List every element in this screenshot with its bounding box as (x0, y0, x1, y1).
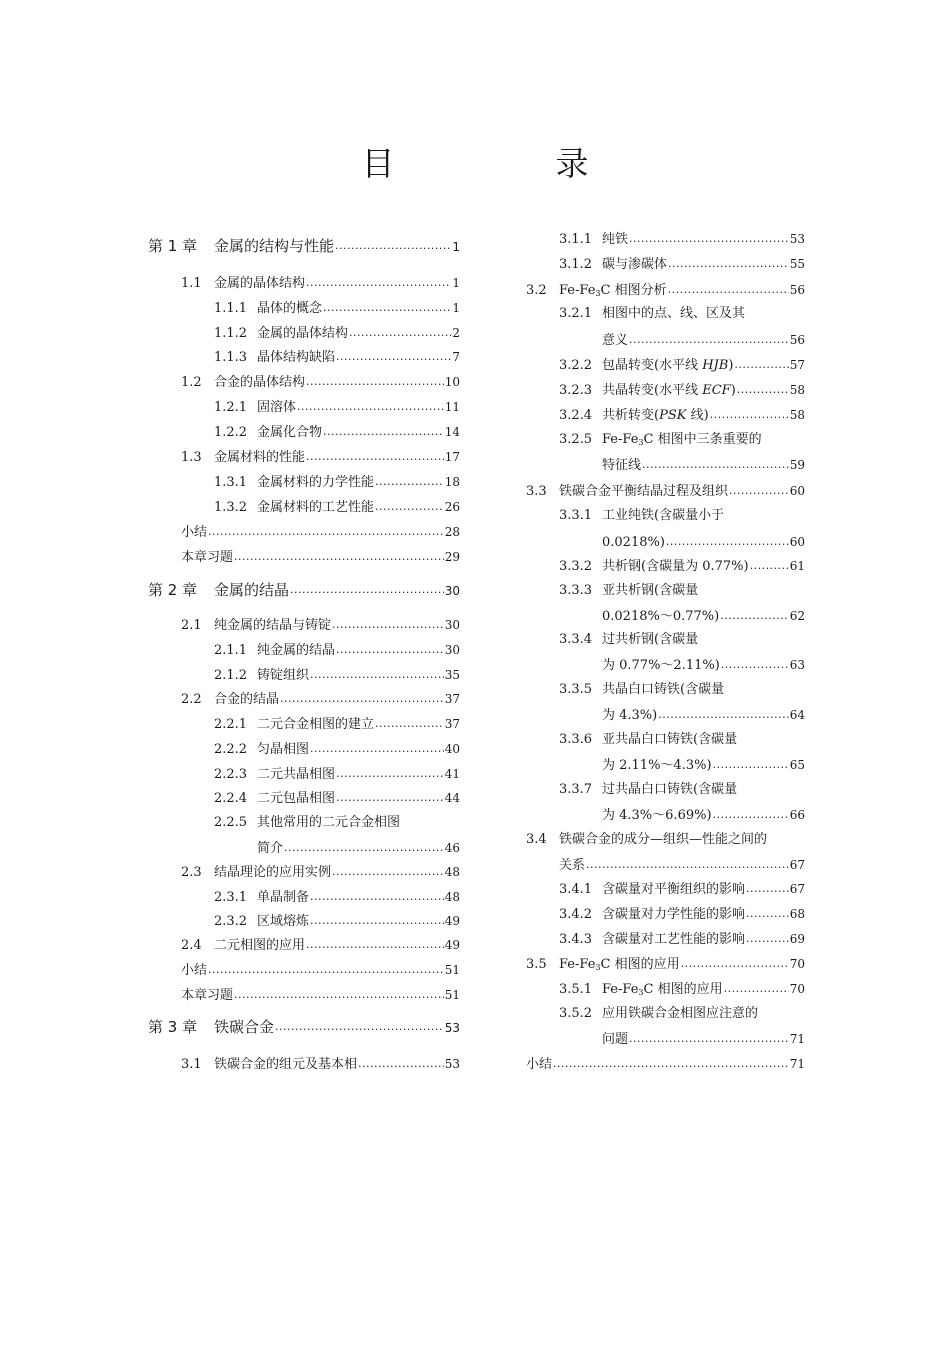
toc-number: 3.2.3 (559, 383, 593, 398)
toc-label: 本章习题 (181, 550, 234, 565)
toc-entry-3-2[interactable] (526, 282, 805, 298)
toc-page: 30 (444, 643, 460, 657)
toc-label: 纯金属的结晶 (257, 643, 336, 658)
toc-number: 1.2 (181, 375, 202, 390)
toc-label: 关系 (559, 858, 586, 873)
toc-entry-3-3-3[interactable] (526, 583, 805, 599)
toc-label: 金属的晶体结构 (214, 276, 306, 291)
toc-entry-chapter-2[interactable] (148, 582, 460, 598)
toc-page: 59 (789, 458, 805, 472)
toc-page: 60 (789, 535, 805, 549)
toc-entry-3-4-1[interactable] (526, 881, 805, 897)
toc-entry-3-5-2-cont[interactable] (526, 1031, 805, 1047)
toc-number: 1.1.3 (214, 350, 248, 365)
toc-number: 3.3.1 (559, 508, 593, 523)
toc-number: 3.3.6 (559, 732, 593, 747)
toc-page: 46 (444, 841, 460, 855)
toc-page: 30 (444, 618, 460, 632)
toc-label: 为 2.11%～4.3%) (602, 758, 712, 773)
toc-entry-3-1[interactable] (148, 1056, 460, 1072)
toc-number: 3.2.1 (559, 306, 593, 321)
toc-page: 65 (789, 758, 805, 772)
toc-leader (290, 583, 444, 595)
toc-leader (336, 643, 444, 655)
toc-label: 为 0.77%～2.11%) (602, 658, 720, 673)
toc-label: 特征线 (602, 458, 642, 473)
toc-entry-2-2-4[interactable] (148, 790, 460, 806)
toc-label: 铸锭组织 (257, 668, 310, 683)
toc-leader (234, 550, 444, 562)
toc-number: 2.2.3 (214, 767, 248, 782)
toc-entry-3-3-7-cont[interactable] (526, 807, 805, 823)
toc-label: 共析钢(含碳量为 0.77%) (602, 559, 749, 574)
toc-page: 1 (452, 240, 460, 254)
toc-leader (275, 1020, 444, 1032)
toc-page: 51 (444, 963, 460, 977)
toc-page: 37 (444, 717, 460, 731)
toc-leader (668, 283, 789, 295)
toc-label: 二元合金相图的建立 (257, 717, 375, 732)
toc-number: 3.5 (526, 957, 547, 972)
toc-leader (306, 450, 444, 462)
toc-leader (280, 692, 444, 704)
toc-number: 3.3.2 (559, 559, 593, 574)
toc-entry-1-2-2[interactable] (148, 424, 460, 440)
toc-entry-3-2-5[interactable] (526, 432, 805, 448)
toc-leader (586, 858, 789, 870)
toc-label: 合金的结晶 (214, 692, 280, 707)
toc-page: 63 (789, 658, 805, 672)
toc-number: 2.2 (181, 692, 202, 707)
toc-label: 二元共晶相图 (257, 767, 336, 782)
toc-page: 62 (789, 609, 805, 623)
toc-leader (734, 358, 788, 370)
toc-page: 67 (789, 858, 805, 872)
toc-leader (332, 865, 444, 877)
toc-page: 18 (444, 475, 460, 489)
toc-number: 3.2.2 (559, 358, 593, 373)
toc-leader (336, 767, 444, 779)
toc-page: 48 (444, 890, 460, 904)
toc-label: 应用铁碳合金相图应注意的 (602, 1006, 759, 1021)
toc-label: 金属的结构与性能 (214, 237, 335, 255)
toc-leader (375, 717, 444, 729)
toc-leader (681, 957, 789, 969)
toc-leader (746, 932, 789, 944)
toc-entry-2-3-1[interactable] (148, 889, 460, 905)
toc-number: 第 1 章 (148, 237, 198, 255)
toc-number: 1.1.2 (214, 326, 248, 341)
toc-entry-3-4-3[interactable] (526, 931, 805, 947)
toc-page: 30 (444, 584, 460, 598)
toc-entry-3-3-6[interactable] (526, 732, 805, 748)
toc-number: 3.2 (526, 283, 547, 298)
toc-number: 2.2.2 (214, 742, 248, 757)
toc-leader (713, 808, 789, 820)
toc-label: 包晶转变(水平线 HJB) (602, 358, 734, 373)
toc-number: 2.2.5 (214, 815, 248, 830)
toc-entry-3-2-3[interactable] (526, 382, 805, 398)
toc-page: 70 (789, 982, 805, 996)
toc-label: 含碳量对力学性能的影响 (602, 907, 746, 922)
toc-number: 第 2 章 (148, 581, 198, 599)
toc-label: 其他常用的二元合金相图 (257, 815, 401, 830)
toc-entry-2-1[interactable] (148, 617, 460, 633)
toc-number: 2.1 (181, 618, 202, 633)
toc-entry-2-2-2[interactable] (148, 741, 460, 757)
toc-number: 2.4 (181, 938, 202, 953)
toc-page: 26 (444, 500, 460, 514)
toc-page: 17 (444, 450, 460, 464)
toc-label: 0.0218%) (602, 535, 665, 550)
toc-leader (323, 425, 444, 437)
toc-number: 2.1.2 (214, 668, 248, 683)
toc-leader (713, 758, 789, 770)
toc-label: 小结 (526, 1057, 553, 1072)
toc-leader (306, 375, 444, 387)
toc-number: 3.3.5 (559, 682, 593, 697)
toc-entry-2-2[interactable] (148, 691, 460, 707)
toc-leader (642, 458, 789, 470)
toc-number: 3.3.4 (559, 632, 593, 647)
toc-page: 28 (444, 525, 460, 539)
toc-label: 为 4.3%～6.69%) (602, 808, 712, 823)
toc-entry-exercises-1[interactable] (148, 549, 460, 565)
toc-entry-1-3[interactable] (148, 449, 460, 465)
toc-entry-exercises-2[interactable] (148, 987, 460, 1003)
toc-entry-1-1[interactable] (148, 275, 460, 291)
toc-entry-3-2-1-cont[interactable] (526, 332, 805, 348)
toc-label: 简介 (257, 841, 284, 856)
toc-page: 61 (789, 559, 805, 573)
toc-entry-2-4[interactable] (148, 937, 460, 953)
toc-page: 29 (444, 550, 460, 564)
toc-entry-2-2-5-cont[interactable] (148, 840, 460, 856)
toc-label: 晶体结构缺陷 (257, 350, 336, 365)
toc-page: 58 (789, 383, 805, 397)
toc-entry-2-2-1[interactable] (148, 716, 460, 732)
toc-number: 1.2.1 (214, 400, 248, 415)
toc-leader (375, 500, 444, 512)
toc-entry-2-3-2[interactable] (148, 913, 460, 929)
toc-label: 小结 (181, 963, 208, 978)
toc-leader (323, 301, 451, 313)
toc-page: 67 (789, 882, 805, 896)
toc-label: $Fe-Fe_3C$ 相图分析 (559, 283, 667, 298)
toc-leader (375, 475, 444, 487)
toc-entry-3-3-5[interactable] (526, 682, 805, 698)
toc-leader (306, 938, 444, 950)
toc-leader (737, 383, 789, 395)
toc-entry-3-3-6-cont[interactable] (526, 757, 805, 773)
toc-entry-3-2-2[interactable] (526, 357, 805, 373)
toc-label: 匀晶相图 (257, 742, 310, 757)
toc-page: 68 (789, 907, 805, 921)
toc-label: 纯铁 (602, 232, 629, 247)
toc-leader (668, 257, 789, 269)
toc-leader (336, 791, 444, 803)
toc-number: 3.2.5 (559, 432, 593, 447)
toc-label: 碳与渗碳体 (602, 257, 668, 272)
toc-number: 1.1 (181, 276, 202, 291)
toc-number: 2.2.4 (214, 791, 248, 806)
toc-leader (310, 890, 444, 902)
toc-leader (750, 559, 789, 571)
toc-label: $Fe-Fe_3C$ 相图中三条重要的 (602, 432, 762, 447)
toc-number: 3.4.3 (559, 932, 593, 947)
toc-number: 3.1.1 (559, 232, 593, 247)
toc-page: 56 (789, 333, 805, 347)
toc-leader (629, 333, 789, 345)
toc-label: 合金的晶体结构 (214, 375, 306, 390)
toc-leader (336, 350, 451, 362)
toc-page: 2 (452, 326, 460, 340)
toc-leader (553, 1057, 789, 1069)
toc-entry-3-3-1[interactable] (526, 508, 805, 524)
toc-label: 过共晶白口铸铁(含碳量 (602, 782, 738, 797)
toc-page: 71 (789, 1057, 805, 1071)
toc-label: 含碳量对工艺性能的影响 (602, 932, 746, 947)
toc-number: 3.4 (526, 832, 547, 847)
toc-label: 共晶白口铸铁(含碳量 (602, 682, 725, 697)
toc-entry-3-2-4[interactable] (526, 407, 805, 423)
toc-entry-1-2[interactable] (148, 374, 460, 390)
toc-entry-2-1-1[interactable] (148, 642, 460, 658)
toc-leader (658, 708, 788, 720)
toc-number: 1.2.2 (214, 425, 248, 440)
toc-page: 57 (789, 358, 805, 372)
page-title: 目 录 (361, 144, 653, 183)
toc-entry-3-4[interactable] (526, 832, 805, 848)
toc-page: 1 (452, 276, 460, 290)
toc-number: 2.3.1 (214, 890, 248, 905)
toc-page: 44 (444, 791, 460, 805)
toc-label: 金属化合物 (257, 425, 323, 440)
toc-label: 铁碳合金平衡结晶过程及组织 (559, 484, 729, 499)
toc-leader (297, 400, 444, 412)
toc-page: 7 (452, 350, 460, 364)
toc-leader (234, 988, 444, 1000)
toc-number: 3.5.2 (559, 1006, 593, 1021)
toc-number: 1.1.1 (214, 301, 248, 316)
toc-entry-2-2-5[interactable] (148, 815, 460, 831)
toc-entry-1-2-1[interactable] (148, 399, 460, 415)
toc-page: 37 (444, 692, 460, 706)
toc-page: 64 (789, 708, 805, 722)
toc-label: 意义 (602, 333, 629, 348)
toc-label: 晶体的概念 (257, 301, 323, 316)
toc-label: 区域熔炼 (257, 914, 310, 929)
toc-page: 66 (789, 808, 805, 822)
toc-label: 工业纯铁(含碳量小于 (602, 508, 725, 523)
toc-page: 49 (444, 938, 460, 952)
toc-label: 0.0218%～0.77%) (602, 609, 720, 624)
toc-label: 金属材料的工艺性能 (257, 500, 375, 515)
toc-entry-3-1-1[interactable] (526, 231, 805, 247)
toc-page: 53 (789, 232, 805, 246)
toc-label: 单晶制备 (257, 890, 310, 905)
toc-entry-3-3[interactable] (526, 483, 805, 499)
toc-entry-summary-2[interactable] (148, 962, 460, 978)
toc-page: 53 (444, 1021, 460, 1035)
toc-leader (349, 326, 451, 338)
toc-number: 2.2.1 (214, 717, 248, 732)
toc-label: 共析转变(PSK 线) (602, 408, 709, 423)
toc-label: 亚共晶白口铸铁(含碳量 (602, 732, 738, 747)
toc-leader (710, 408, 789, 420)
toc-label: 金属的晶体结构 (257, 326, 349, 341)
toc-label: 金属材料的力学性能 (257, 475, 375, 490)
toc-number: 3.4.1 (559, 882, 593, 897)
toc-number: 3.1 (181, 1057, 202, 1072)
toc-page: 41 (444, 767, 460, 781)
toc-page: 48 (444, 865, 460, 879)
toc-entry-3-5-2[interactable] (526, 1006, 805, 1022)
toc-label: $Fe-Fe_3C$ 相图的应用 (602, 982, 723, 997)
toc-page: 55 (789, 257, 805, 271)
toc-label: 小结 (181, 525, 208, 540)
toc-entry-3-2-5-cont[interactable] (526, 457, 805, 473)
toc-entry-3-3-7[interactable] (526, 782, 805, 798)
toc-leader (332, 618, 444, 630)
toc-number: 3.4.2 (559, 907, 593, 922)
toc-number: 3.3 (526, 484, 547, 499)
toc-entry-1-3-2[interactable] (148, 499, 460, 515)
toc-page: 69 (789, 932, 805, 946)
toc-entry-3-5[interactable] (526, 956, 805, 972)
toc-label: 结晶理论的应用实例 (214, 865, 332, 880)
toc-page: 60 (789, 484, 805, 498)
toc-label: 相图中的点、线、区及其 (602, 306, 746, 321)
toc-page: 58 (789, 408, 805, 422)
toc-entry-summary-3[interactable] (526, 1056, 805, 1072)
toc-entry-chapter-3[interactable] (148, 1019, 460, 1035)
toc-number: 2.1.1 (214, 643, 248, 658)
toc-leader (746, 882, 789, 894)
toc-leader (310, 914, 444, 926)
toc-entry-1-1-1[interactable] (148, 300, 460, 316)
toc-entry-1-3-1[interactable] (148, 474, 460, 490)
toc-label: 为 4.3%) (602, 708, 658, 723)
toc-label: 固溶体 (257, 400, 297, 415)
toc-entry-summary-1[interactable] (148, 524, 460, 540)
toc-entry-3-3-1-cont[interactable] (526, 534, 805, 550)
toc-page: 14 (444, 425, 460, 439)
toc-leader (666, 535, 789, 547)
toc-label: 铁碳合金的组元及基本相 (214, 1057, 358, 1072)
toc-entry-3-4-cont[interactable] (526, 857, 805, 873)
toc-entry-3-4-2[interactable] (526, 906, 805, 922)
toc-number: 第 3 章 (148, 1018, 198, 1036)
toc-label: 本章习题 (181, 988, 234, 1003)
toc-entry-3-3-4[interactable] (526, 632, 805, 648)
toc-page: 53 (444, 1057, 460, 1071)
toc-number: 3.1.2 (559, 257, 593, 272)
toc-leader (208, 525, 444, 537)
toc-number: 1.3 (181, 450, 202, 465)
toc-page: 71 (789, 1032, 805, 1046)
toc-entry-3-3-2[interactable] (526, 558, 805, 574)
toc-number: 2.3.2 (214, 914, 248, 929)
toc-leader (724, 982, 789, 994)
toc-entry-3-5-1[interactable] (526, 981, 805, 997)
toc-label: 金属材料的性能 (214, 450, 306, 465)
toc-entry-chapter-1[interactable] (148, 238, 460, 254)
toc-leader (208, 963, 444, 975)
toc-number: 3.5.1 (559, 982, 593, 997)
toc-page: 10 (444, 375, 460, 389)
toc-label: 二元相图的应用 (214, 938, 306, 953)
toc-label: $Fe-Fe_3C$ 相图的应用 (559, 957, 680, 972)
toc-entry-1-1-3[interactable] (148, 349, 460, 365)
toc-leader (629, 1032, 789, 1044)
toc-leader (358, 1057, 444, 1069)
toc-label: 含碳量对平衡组织的影响 (602, 882, 746, 897)
toc-leader (284, 841, 444, 853)
toc-label: 问题 (602, 1032, 629, 1047)
toc-page: 11 (444, 400, 460, 414)
toc-page: 51 (444, 988, 460, 1002)
toc-leader (310, 742, 444, 754)
toc-entry-3-2-1[interactable] (526, 306, 805, 322)
toc-page: 70 (789, 957, 805, 971)
toc-label: 二元包晶相图 (257, 791, 336, 806)
toc-page: 40 (444, 742, 460, 756)
toc-leader (335, 239, 451, 251)
toc-leader (720, 609, 789, 621)
toc-number: 1.3.1 (214, 475, 248, 490)
toc-leader (721, 658, 789, 670)
toc-number: 2.3 (181, 865, 202, 880)
toc-leader (310, 668, 444, 680)
toc-leader (306, 276, 451, 288)
toc-page: 35 (444, 668, 460, 682)
toc-number: 3.3.3 (559, 583, 593, 598)
toc-page: 49 (444, 914, 460, 928)
toc-label: 铁碳合金 (214, 1018, 275, 1036)
toc-number: 1.3.2 (214, 500, 248, 515)
toc-entry-3-3-5-cont[interactable] (526, 707, 805, 723)
toc-entry-2-1-2[interactable] (148, 667, 460, 683)
toc-label: 亚共析钢(含碳量 (602, 583, 699, 598)
toc-entry-2-3[interactable] (148, 864, 460, 880)
toc-leader (729, 484, 789, 496)
toc-number: 3.3.7 (559, 782, 593, 797)
toc-page: 1 (452, 301, 460, 315)
toc-entry-2-2-3[interactable] (148, 766, 460, 782)
toc-leader (746, 907, 789, 919)
toc-label: 纯金属的结晶与铸锭 (214, 618, 332, 633)
toc-label: 铁碳合金的成分—组织—性能之间的 (559, 832, 768, 847)
toc-leader (629, 232, 789, 244)
toc-number: 3.2.4 (559, 408, 593, 423)
toc-label: 金属的结晶 (214, 581, 290, 599)
toc-entry-3-3-4-cont[interactable] (526, 657, 805, 673)
toc-label: 共晶转变(水平线 ECF) (602, 383, 736, 398)
toc-page: 56 (789, 283, 805, 297)
toc-entry-3-3-3-cont[interactable] (526, 608, 805, 624)
toc-entry-1-1-2[interactable] (148, 325, 460, 341)
toc-label: 过共析钢(含碳量 (602, 632, 699, 647)
toc-entry-3-1-2[interactable] (526, 256, 805, 272)
